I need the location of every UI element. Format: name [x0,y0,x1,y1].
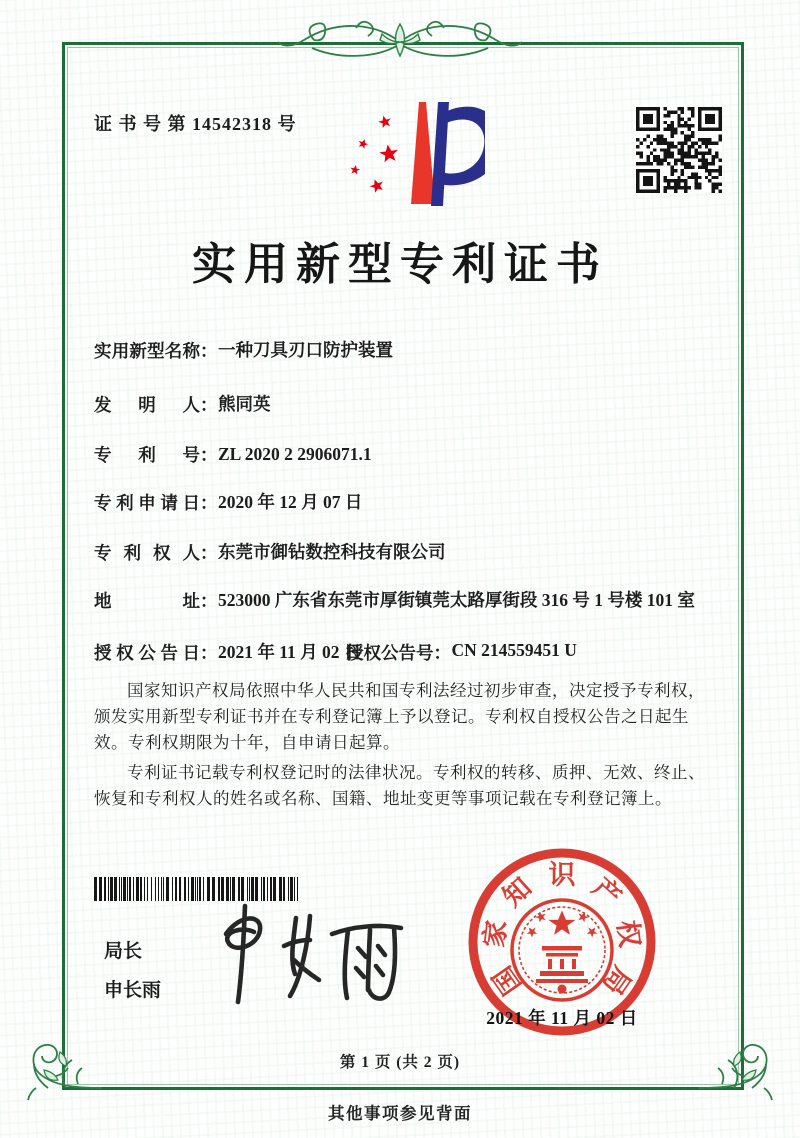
field-colon: ： [200,445,218,465]
field-colon: ： [200,543,218,563]
field-colon: ： [200,643,218,663]
signatory-name: 申长雨 [104,980,162,1001]
field-group-grant-no [346,640,577,665]
top-flourish-ornament [278,14,522,70]
signature-shen-changyu [198,900,423,1010]
field-label: 专利号 [94,445,200,465]
field-label: 授权公告日 [94,643,200,663]
field-value: 2020 年 12 月 07 日 [218,492,363,512]
field-row-name [94,338,716,363]
field-label: 授权公告号 [346,643,434,663]
seal-national-emblem [512,900,612,1000]
legal-text-block [94,678,718,815]
logo-red-wedge [411,102,435,204]
field-colon: ： [200,341,218,361]
seal-char: 识 [548,860,576,890]
legal-paragraph-2: 专利证书记载专利权登记时的法律状况。专利权的转移、质押、无效、终止、恢复和专利权人的姓名或名称、国籍、地址变更等事项记载在专利登记簿上。 [94,762,705,808]
field-row-grant [94,640,716,665]
field-colon: ： [200,395,218,415]
page-number: 第 1 页 (共 2 页) [339,1054,461,1071]
field-colon: ： [433,643,451,663]
signatory-title: 局长 [104,941,143,962]
back-side-note: 其他事项参见背面 [328,1104,472,1123]
field-value: CN 214559451 U [451,640,577,660]
seal-char: 权 [611,918,646,950]
field-row-patent-no [94,442,716,467]
field-value: 2021 年 11 月 02 日 [218,642,362,662]
seal-char: 国 [487,960,528,1001]
field-row-patentee [94,540,716,565]
certificate-number: 证 书 号 第 14542318 号 [94,114,297,134]
qr-code [636,107,722,193]
field-label: 专利权人 [94,543,200,563]
field-row-inventor [94,392,716,417]
field-row-filing-date [94,490,716,515]
field-value: 523000 广东省东莞市厚街镇莞太路厚街段 316 号 1 号楼 101 室 [218,590,695,610]
logo-blue-p [431,102,485,206]
seal-char: 局 [596,960,637,1001]
seal-char: 知 [497,872,538,913]
seal-char: 家 [478,918,513,950]
seal-date: 2021 年 11 月 02 日 [486,1008,638,1028]
field-value: ZL 2020 2 2906071.1 [218,444,372,464]
field-label: 地址 [94,591,200,611]
field-value: 东莞市御钻数控科技有限公司 [218,542,446,562]
barcode [93,877,305,901]
field-label: 专利申请日 [94,493,200,513]
field-colon: ： [200,591,218,611]
logo-stars [349,114,399,194]
field-label: 实用新型名称 [94,341,200,361]
cnipa-logo [333,92,485,210]
certificate-title: 实用新型专利证书 [192,240,608,289]
legal-paragraph-1: 国家知识产权局依照中华人民共和国专利法经过初步审查，决定授予专利权，颁发实用新型专利证书并在专利登记簿上予以登记。专利权自授权公告之日起生效。专利权期限为十年，自申请日起算。 [94,681,705,752]
field-label: 发明人 [94,395,200,415]
field-row-address [94,588,716,613]
field-value: 熊同英 [218,394,271,414]
seal-char: 产 [586,872,627,913]
field-value: 一种刀具刃口防护装置 [218,340,393,360]
field-colon: ： [200,493,218,513]
